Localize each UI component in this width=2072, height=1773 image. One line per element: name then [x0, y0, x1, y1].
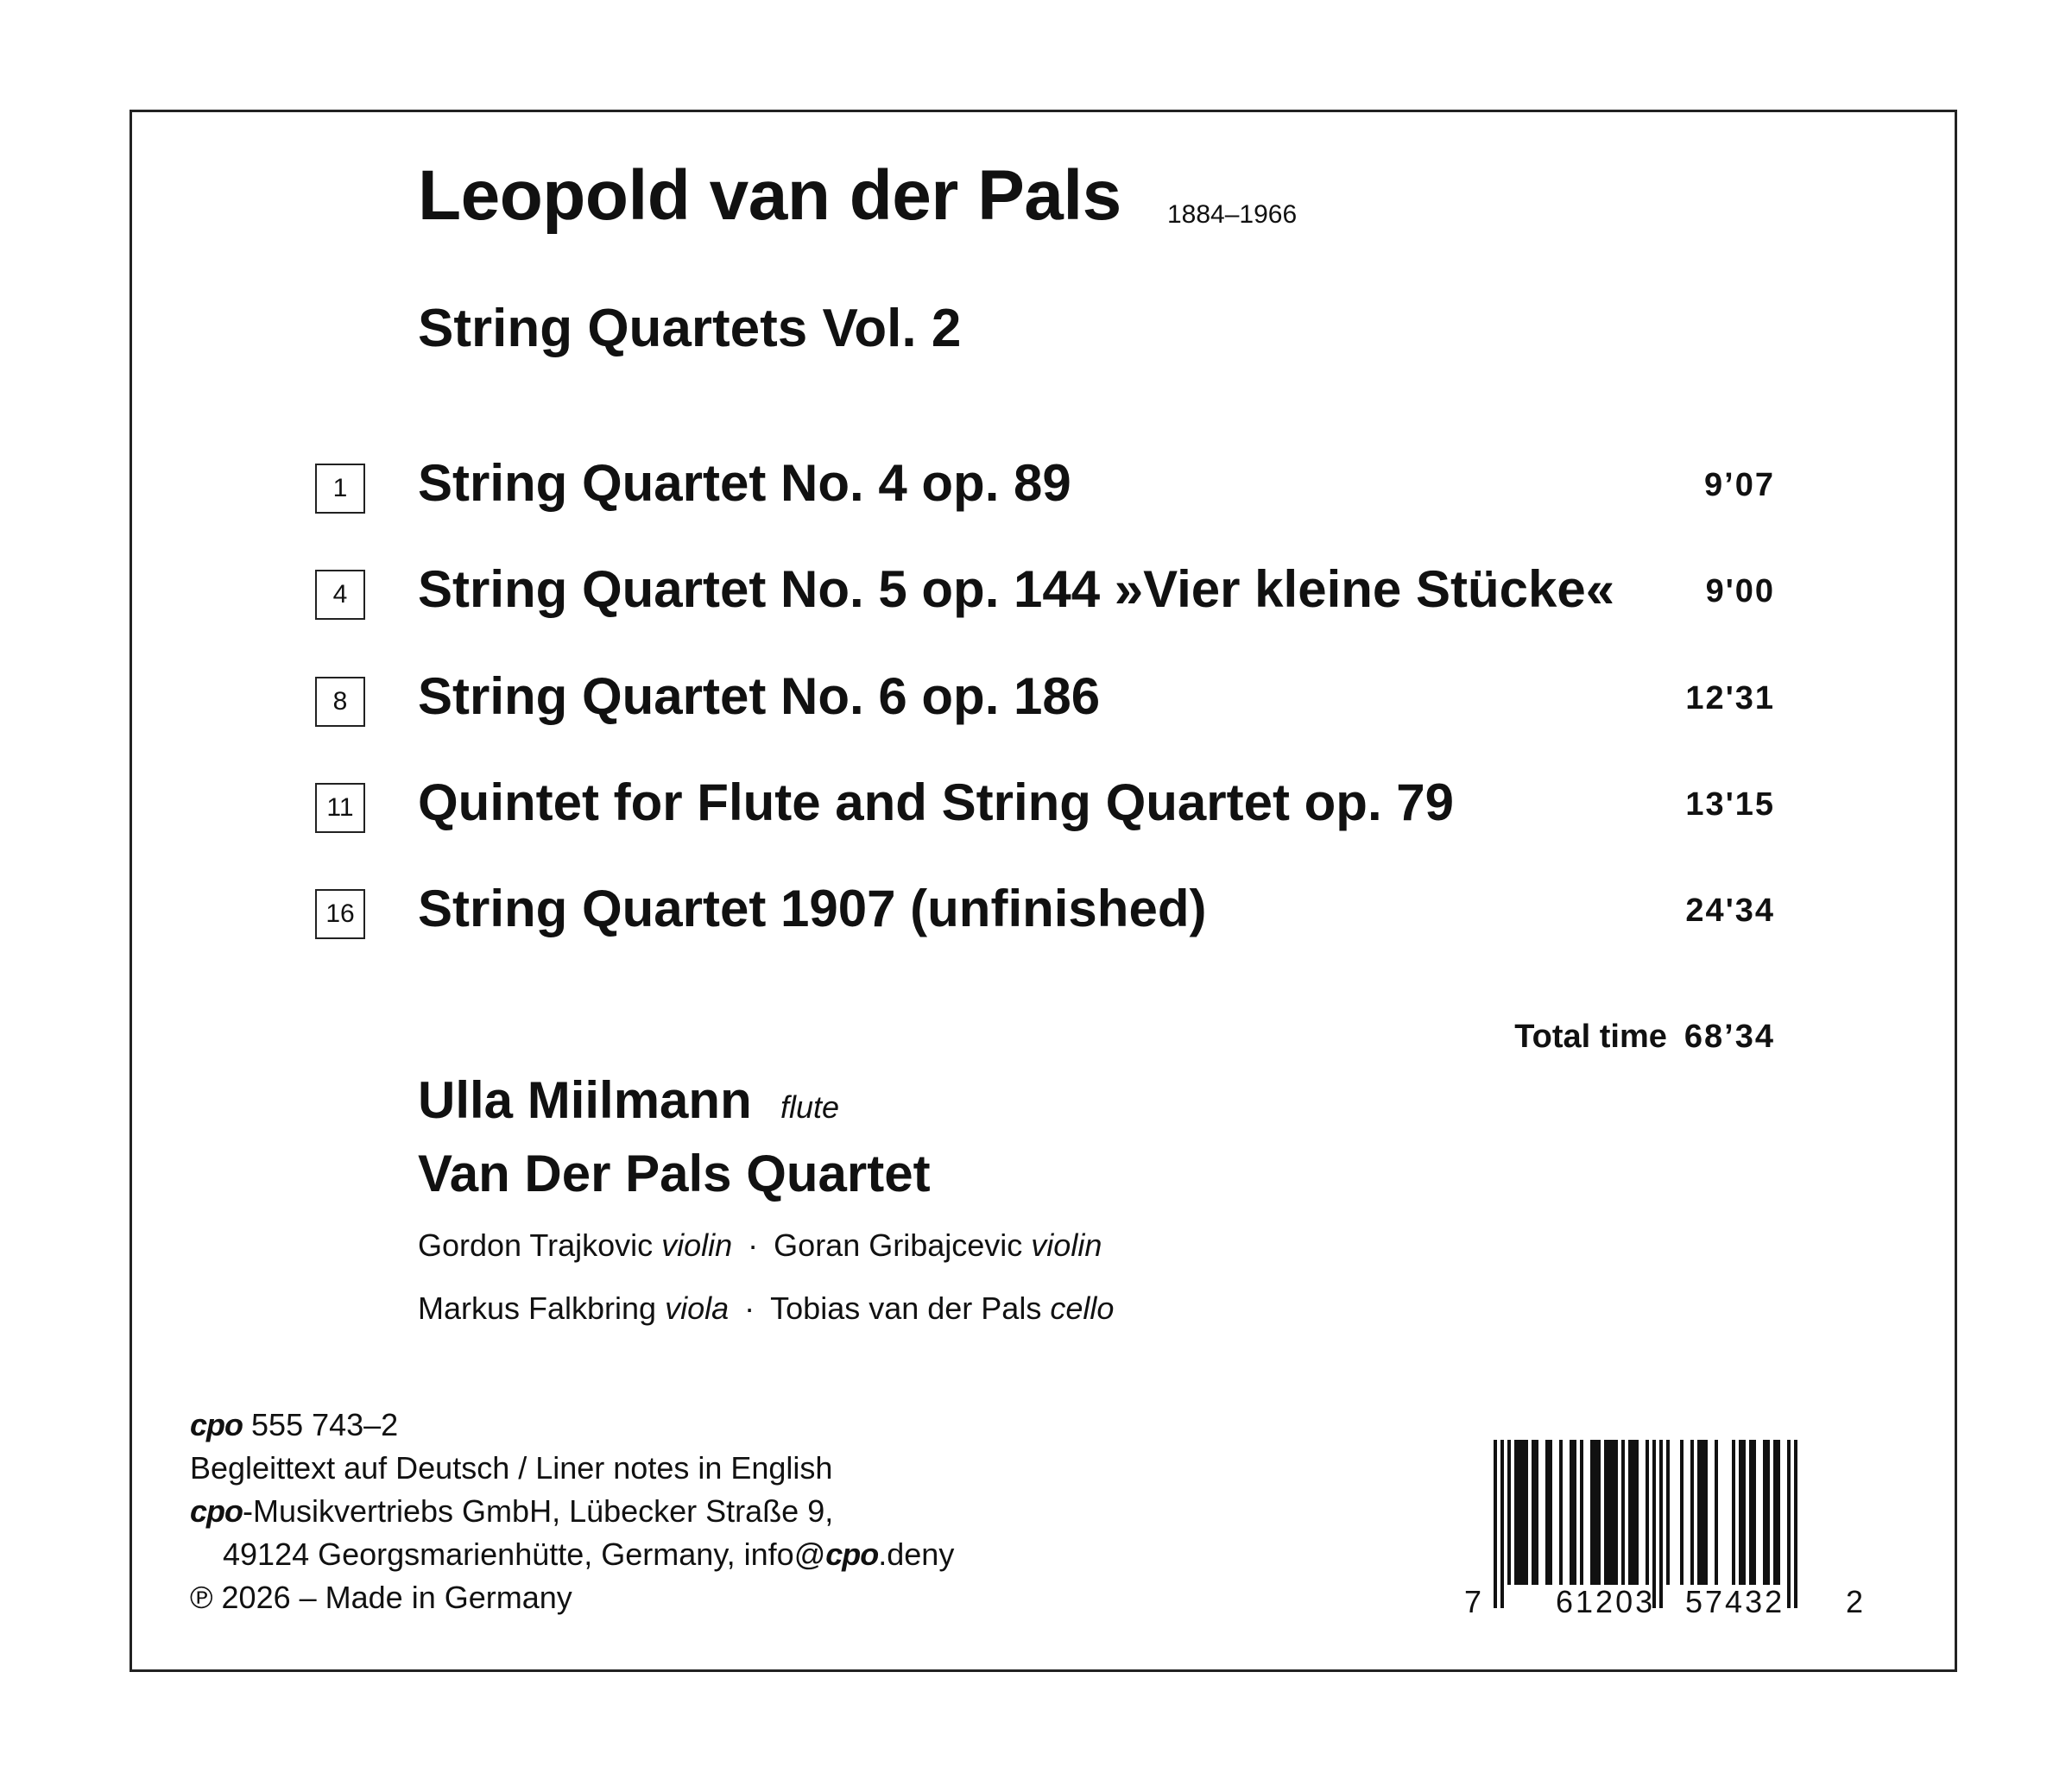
soloist-instrument: flute — [780, 1089, 840, 1125]
barcode-bar — [1794, 1440, 1797, 1608]
track-duration: 13'15 — [1685, 786, 1775, 823]
barcode-bar — [1773, 1440, 1777, 1585]
barcode-bar — [1518, 1440, 1521, 1585]
barcode-bar — [1608, 1440, 1611, 1585]
barcode-bar — [1614, 1440, 1618, 1585]
barcode — [1459, 1440, 1865, 1621]
member-name: Goran Gribajcevic — [774, 1227, 1023, 1263]
barcode-bar — [1659, 1440, 1663, 1608]
members-line-1 — [418, 1227, 1102, 1264]
member-separator: · — [748, 1227, 759, 1263]
track-duration: 9’07 — [1704, 467, 1775, 503]
barcode-bar — [1787, 1440, 1791, 1608]
track-title: String Quartet 1907 (unfinished) — [418, 880, 1207, 937]
email-suffix: .deny — [878, 1536, 955, 1572]
address-line — [223, 1536, 954, 1573]
composer-name: Leopold van der Pals — [418, 156, 1121, 235]
track-row — [0, 453, 2072, 522]
barcode-bar — [1766, 1440, 1770, 1585]
barcode-bar — [1521, 1440, 1525, 1585]
barcode-check-digit: 2 — [1846, 1584, 1864, 1619]
barcode-bar — [1652, 1440, 1656, 1608]
barcode-bar — [1573, 1440, 1576, 1585]
barcode-bar — [1749, 1440, 1753, 1585]
barcode-bar — [1701, 1440, 1704, 1585]
catalog-number: 555 743–2 — [251, 1407, 399, 1442]
track-number: 8 — [315, 677, 365, 727]
barcode-bar — [1704, 1440, 1708, 1585]
total-time-label: Total time — [1514, 1019, 1667, 1055]
member-separator: · — [744, 1290, 755, 1326]
barcode-bar — [1594, 1440, 1597, 1585]
address-text: 49124 Georgsmarienhütte, Germany, info@ — [223, 1536, 826, 1572]
barcode-bar — [1697, 1440, 1701, 1585]
ensemble-name: Van Der Pals Quartet — [418, 1145, 931, 1202]
barcode-bar — [1666, 1440, 1670, 1585]
liner-notes: Begleittext auf Deutsch / Liner notes in English — [190, 1450, 833, 1486]
barcode-bar — [1739, 1440, 1742, 1585]
track-title: String Quartet No. 5 op. 144 »Vier kleine Stücke« — [418, 560, 1615, 618]
barcode-bar — [1763, 1440, 1766, 1585]
barcode-first-digit: 7 — [1464, 1584, 1482, 1619]
member-instrument: violin — [1031, 1227, 1102, 1263]
barcode-bars — [1459, 1440, 1865, 1621]
company-line — [190, 1493, 833, 1530]
barcode-bar — [1742, 1440, 1746, 1585]
barcode-bar — [1632, 1440, 1635, 1585]
members-line-2 — [418, 1290, 1114, 1327]
catalog-line — [190, 1407, 398, 1443]
track-number: 16 — [315, 889, 365, 939]
track-row — [0, 559, 2072, 628]
track-row — [0, 879, 2072, 948]
barcode-bar — [1597, 1440, 1601, 1585]
total-time — [1514, 1019, 1775, 1056]
track-row — [0, 666, 2072, 735]
member-name: Tobias van der Pals — [770, 1290, 1042, 1326]
composer-dates: 1884–1966 — [1167, 200, 1298, 229]
barcode-bar — [1680, 1440, 1684, 1585]
barcode-bar — [1525, 1440, 1528, 1585]
barcode-bar — [1621, 1440, 1625, 1585]
track-title: String Quartet No. 6 op. 186 — [418, 667, 1101, 725]
member-name: Markus Falkbring — [418, 1290, 657, 1326]
barcode-bar — [1514, 1440, 1518, 1585]
barcode-bar — [1753, 1440, 1756, 1585]
soloist-name: Ulla Miilmann — [418, 1071, 752, 1129]
barcode-bar — [1559, 1440, 1563, 1585]
barcode-bar — [1549, 1440, 1552, 1585]
cpo-logo: cpo — [190, 1407, 243, 1442]
track-title: Quintet for Flute and String Quartet op. 79 — [418, 773, 1455, 831]
cpo-logo: cpo — [825, 1536, 879, 1572]
barcode-bar — [1532, 1440, 1535, 1585]
barcode-bar — [1507, 1440, 1511, 1585]
total-time-value: 68’34 — [1684, 1019, 1775, 1055]
barcode-bar — [1646, 1440, 1649, 1585]
barcode-bar — [1635, 1440, 1639, 1585]
barcode-bar — [1611, 1440, 1614, 1585]
barcode-bar — [1535, 1440, 1538, 1585]
barcode-left-group: 61203 — [1556, 1584, 1656, 1619]
track-duration: 9'00 — [1705, 573, 1775, 609]
barcode-bar — [1570, 1440, 1573, 1585]
barcode-bar — [1545, 1440, 1549, 1585]
barcode-bar — [1580, 1440, 1583, 1585]
barcode-bar — [1500, 1440, 1504, 1608]
barcode-bar — [1628, 1440, 1632, 1585]
album-title: String Quartets Vol. 2 — [418, 299, 962, 358]
track-duration: 12'31 — [1685, 680, 1775, 716]
barcode-bar — [1777, 1440, 1780, 1585]
cpo-logo: cpo — [190, 1493, 243, 1529]
barcode-bar — [1604, 1440, 1608, 1585]
barcode-bar — [1690, 1440, 1694, 1585]
track-duration: 24'34 — [1685, 893, 1775, 929]
barcode-bar — [1590, 1440, 1594, 1585]
member-instrument: viola — [665, 1290, 730, 1326]
company-address: -Musikvertriebs GmbH, Lübecker Straße 9, — [243, 1493, 834, 1529]
member-instrument: violin — [661, 1227, 733, 1263]
track-number: 1 — [315, 464, 365, 514]
track-number: 11 — [315, 783, 365, 833]
barcode-bar — [1732, 1440, 1735, 1585]
barcode-bar — [1715, 1440, 1718, 1585]
barcode-bar — [1494, 1440, 1497, 1608]
copyright-line: ℗ 2026 – Made in Germany — [190, 1580, 572, 1615]
track-title: String Quartet No. 4 op. 89 — [418, 454, 1071, 512]
member-name: Gordon Trajkovic — [418, 1227, 654, 1263]
track-row — [0, 773, 2072, 842]
barcode-right-group: 57432 — [1685, 1584, 1785, 1619]
track-number: 4 — [315, 570, 365, 620]
member-instrument: cello — [1050, 1290, 1115, 1326]
